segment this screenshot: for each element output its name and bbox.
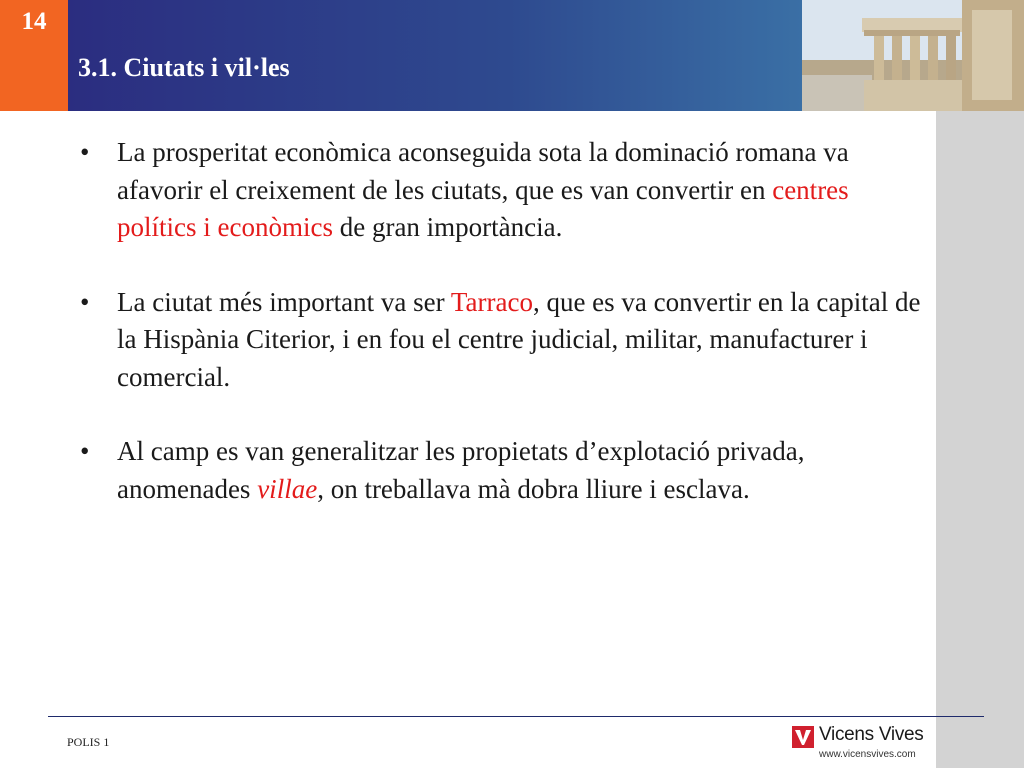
bullet-text: La ciutat més important va ser — [117, 286, 451, 317]
footer-label: POLIS 1 — [67, 735, 110, 749]
bullet-text: La prosperitat econòmica aconseguida sota la dominació romana va afavorir el creixement de les ciutats, que es van convertir en — [117, 137, 849, 205]
page-number-box — [0, 0, 68, 111]
highlighted-text: Tarraco — [450, 286, 533, 317]
bullet-text: , on treballava mà dobra lliure i esclava. — [317, 473, 750, 504]
bullet-marker: • — [80, 137, 90, 167]
vicens-vives-logo — [792, 724, 927, 764]
slide-header — [0, 0, 1024, 111]
page-number: 14 — [21, 8, 47, 35]
highlighted-text: villae — [257, 473, 318, 504]
footer-divider — [48, 716, 984, 717]
bullet-item — [80, 433, 930, 508]
bullet-item — [80, 134, 930, 247]
bullet-item — [80, 284, 930, 397]
bullet-marker: • — [80, 286, 90, 317]
bullet-text: de gran importància. — [332, 212, 563, 242]
bullet-list — [80, 134, 930, 545]
vv-logo-icon — [792, 726, 814, 748]
right-sidebar — [936, 111, 1024, 768]
bullet-text: Al camp es van generalitzar les propietats d’explotació privada, anomenades — [117, 436, 805, 504]
logo-name: Vicens Vives — [819, 724, 924, 745]
caryatids-image — [802, 0, 1024, 111]
logo-url: www.vicensvives.com — [819, 749, 916, 760]
slide-title: 3.1. Ciutats i vil·les — [78, 53, 290, 82]
caryatids-photo — [802, 0, 1024, 111]
bullet-marker: • — [80, 436, 90, 466]
highlighted-text: centres polítics i econòmics — [117, 174, 849, 242]
title-band — [68, 0, 802, 111]
bullet-text: , que es va convertir en la capital de la Hispània Citerior, i en fou el centre judicial, militar, manufacturer i comercial. — [117, 286, 921, 392]
